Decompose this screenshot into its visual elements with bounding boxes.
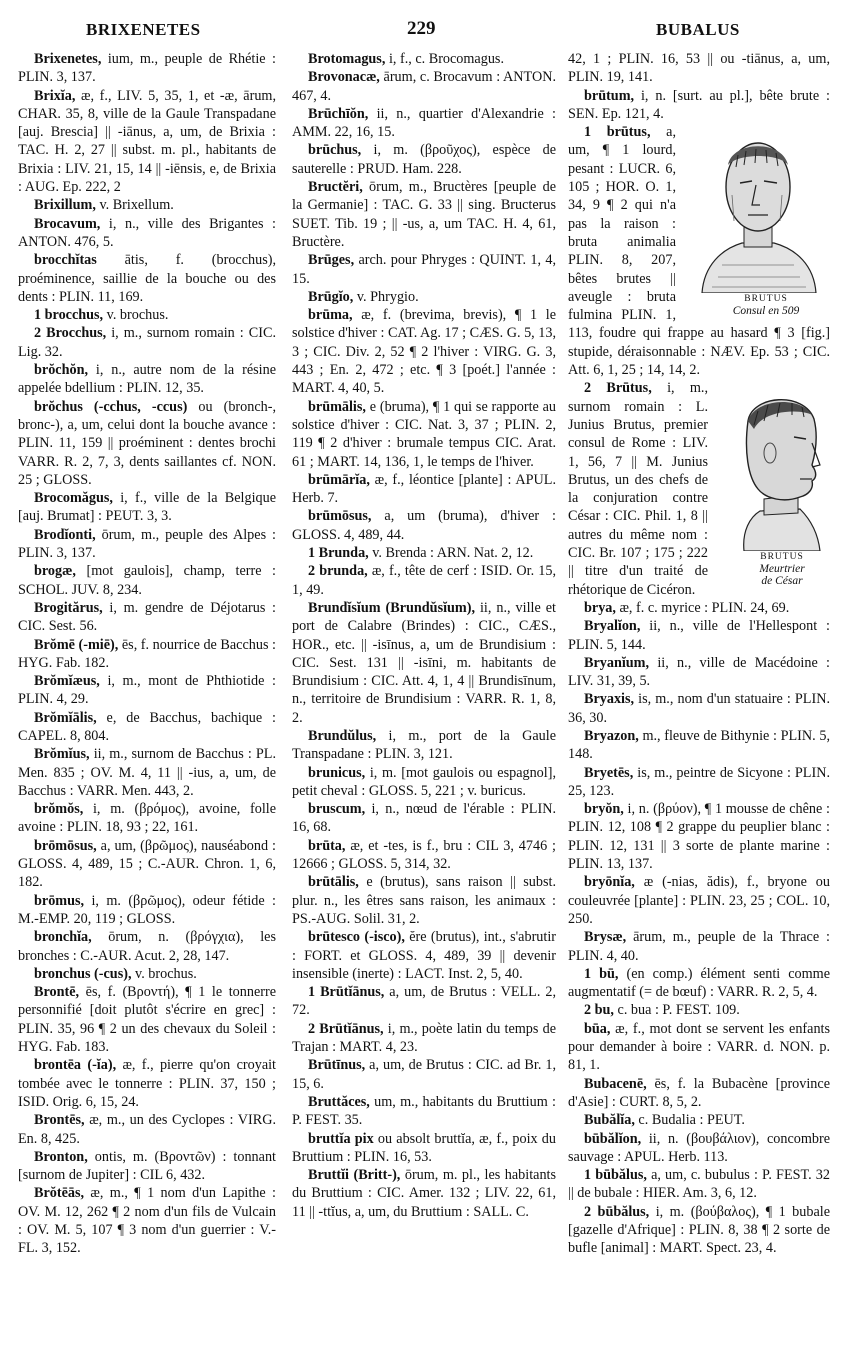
dictionary-entry bbox=[568, 965, 830, 1002]
entry-definition: v. Brixellum. bbox=[95, 197, 174, 214]
entry-definition: æ, f., pierre qu'on croyait tombée avec le tonnerre : PLIN. 37, 150 ; ISID. Orig. 6, 15, 24. bbox=[18, 1057, 276, 1110]
entry-headword: Brixillum, bbox=[34, 197, 96, 214]
entry-headword: brūtālis, bbox=[308, 874, 359, 891]
entry-definition: v. Phrygio. bbox=[353, 288, 419, 305]
entry-definition: ii, n., ville de Macédoine : LIV. 31, 39, 5. bbox=[568, 654, 830, 690]
entry-definition: i, n., ville des Brigantes : ANTON. 476, 5. bbox=[18, 215, 276, 250]
dictionary-entry bbox=[292, 251, 556, 288]
dictionary-entry bbox=[18, 398, 276, 489]
entry-headword: brūchus, bbox=[308, 142, 362, 159]
entry-headword: būa, bbox=[584, 1020, 611, 1037]
entry-headword: Bryetēs, bbox=[584, 764, 634, 781]
dictionary-entry bbox=[292, 68, 556, 105]
entry-definition: i, m., surnom romain : CIC. Lig. 32. bbox=[18, 325, 276, 360]
entry-definition: i, n., autre nom de la résine appelée bdellium : PLIN. 12, 35. bbox=[18, 362, 276, 397]
dictionary-entry bbox=[568, 1075, 830, 1112]
entry-headword: brūmālis, bbox=[308, 398, 366, 415]
entry-headword: 2 Brocchus, bbox=[34, 325, 107, 342]
dictionary-entry bbox=[18, 636, 276, 673]
entry-definition: i, f., ville de la Belgique [auj. Brumat] : PEUT. 3, 3. bbox=[18, 490, 276, 525]
dictionary-entry bbox=[18, 215, 276, 252]
dictionary-entry bbox=[292, 105, 556, 142]
dictionary-entry bbox=[18, 1148, 276, 1185]
entry-headword: Brundŭlus, bbox=[308, 727, 377, 744]
entry-definition: a, um, de Brutus : VELL. 2, 72. bbox=[292, 984, 556, 1019]
entry-definition: ou (bronch-, bronc-), a, um, celui dont la bouche avance : PLIN. 11, 159 || proéminent : dentes brochi VARR. R. 2, 7, 3, dents saillantes cf. NON. 25 ; GLOSS. bbox=[18, 398, 276, 488]
entry-continuation: 42, 1 ; PLIN. 16, 53 || ou -tiānus, a, um, PLIN. 19, 141. bbox=[568, 51, 830, 86]
brutus-murderer-figure bbox=[714, 381, 834, 587]
dictionary-entry bbox=[292, 800, 556, 837]
entry-definition: æ, f., léontice [plante] : APUL. Herb. 7. bbox=[292, 471, 556, 507]
entry-definition: i, m. (βρόμος), avoine, folle avoine : PLIN. 18, 93 ; 22, 161. bbox=[18, 801, 276, 836]
figure-caption: Meurtrier bbox=[759, 563, 805, 576]
entry-headword: brogæ, bbox=[34, 563, 76, 580]
entry-headword: 2 Brūtĭānus, bbox=[308, 1020, 384, 1037]
entry-definition: æ, f., tête de cerf : ISID. Or. 15, 1, 49. bbox=[292, 563, 556, 598]
entry-definition: i, f., c. Brocomagus. bbox=[385, 51, 504, 67]
entry-definition: ōrum, m., Bructères [peuple de la Germanie] : TAC. G. 33 || sing. Bructerus SUET. Tib. 19 ; || -us, a, um TAC. H. 4, 61, Bructère. bbox=[292, 179, 556, 250]
entry-headword: bruscum, bbox=[308, 801, 366, 818]
dictionary-entry bbox=[18, 50, 276, 87]
entry-headword: 1 bū, bbox=[584, 965, 619, 982]
dictionary-entry bbox=[18, 1056, 276, 1111]
dictionary-entry bbox=[568, 1166, 830, 1203]
entry-headword: Brūgĭo, bbox=[308, 288, 354, 305]
figure-label: BRUTUS bbox=[744, 294, 788, 305]
entry-headword: Bronton, bbox=[34, 1148, 88, 1165]
entry-definition: [mot gaulois], champ, terre : SCHOL. JUV. 8, 234. bbox=[18, 563, 276, 598]
dictionary-entry bbox=[568, 1203, 830, 1258]
dictionary-entry bbox=[292, 178, 556, 251]
entry-headword: 1 Brunda, bbox=[308, 545, 369, 562]
entry-headword: Brŏmĭālis, bbox=[34, 709, 97, 726]
dictionary-entry bbox=[18, 526, 276, 563]
dictionary-entry bbox=[18, 196, 276, 214]
dictionary-entry: brūtum, i, n. [surt. au pl.], bête brute : SEN. Ep. 121, 4. bbox=[568, 87, 830, 122]
entry-headword: Bryalĭon, bbox=[584, 618, 641, 635]
entry-headword: 2 bu, bbox=[584, 1002, 614, 1019]
entry-headword: Brŏmĭæus, bbox=[34, 673, 100, 690]
dictionary-entry bbox=[292, 471, 556, 508]
entry-definition: e, de Bacchus, bachique : CAPEL. 8, 804. bbox=[18, 709, 276, 744]
figure-caption: de César bbox=[761, 575, 803, 588]
dictionary-entry bbox=[568, 1020, 830, 1075]
dictionary-entry bbox=[568, 690, 830, 727]
entry-headword: Brūchīŏn, bbox=[308, 105, 369, 122]
dictionary-entry bbox=[292, 983, 556, 1020]
entry-definition: e (bruma), ¶ 1 qui se rapporte au solstice d'hiver : CIC. Nat. 3, 37 ; PLIN. 2, 119 ¶ 2 d'hiver : brumale tempus CIC. Arat. 61 ; MART. 14, 136, 1, le temps de l'hiver. bbox=[292, 398, 556, 470]
entry-definition: v. Brenda : ARN. Nat. 2, 12. bbox=[368, 545, 534, 562]
entry-headword: Brixenetes, bbox=[34, 51, 102, 67]
column-3-entries bbox=[568, 599, 830, 1258]
dictionary-entry bbox=[18, 361, 276, 398]
entry-definition: (en comp.) élément senti comme augmentatif (= de bœuf) : VARR. R. 2, 5, 4. bbox=[568, 965, 831, 1001]
dictionary-entry bbox=[18, 599, 276, 636]
dictionary-entry bbox=[292, 727, 556, 764]
entry-headword: Brovonacæ, bbox=[308, 69, 380, 86]
dictionary-entry bbox=[568, 727, 830, 764]
entry-headword: brōmōsus, bbox=[34, 837, 97, 854]
entry-headword: brŏchus (-cchus, -ccus) bbox=[34, 398, 188, 415]
entry-headword: brontēa (-ĭa), bbox=[34, 1057, 117, 1074]
entry-headword: brūta, bbox=[308, 837, 346, 854]
entry-definition: ēs, f. nourrice de Bacchus : HYG. Fab. 182. bbox=[18, 636, 276, 671]
entry-headword: Brodĭonti, bbox=[34, 526, 96, 543]
entry-definition: arch. pour Phryges : QUINT. 1, 4, 15. bbox=[292, 252, 556, 287]
entry-headword: Bructĕri, bbox=[308, 179, 363, 196]
column-2 bbox=[292, 50, 556, 1221]
dictionary-entry bbox=[568, 1001, 830, 1019]
entry-headword: Brŏmĭus, bbox=[34, 746, 90, 763]
dictionary-entry bbox=[568, 1130, 830, 1167]
dictionary-entry bbox=[18, 837, 276, 892]
entry-headword: brocchĭtas bbox=[34, 252, 97, 269]
entry-definition: ĕre (brutus), int., s'abrutir : FORT. et GLOSS. 4, 489, 39 || devenir insensible (inerte) : LACT. Inst. 2, 5, 40. bbox=[292, 929, 556, 982]
entry-definition: æ (-nias, ădis), f., bryone ou couleuvrée [plante] : PLIN. 23, 25 ; COL. 10, 250. bbox=[568, 874, 830, 927]
entry-headword: brūmōsus, bbox=[308, 508, 372, 525]
dictionary-entry bbox=[18, 965, 276, 983]
entry-definition: ii, n. (βουβάλιον), concombre sauvage : APUL. Herb. 113. bbox=[568, 1130, 830, 1165]
dictionary-entry bbox=[568, 1111, 830, 1129]
column-3 bbox=[568, 50, 830, 1258]
dictionary-entry bbox=[18, 489, 276, 526]
entry-definition: ātis, f. (brocchus), proéminence, saillie de la bouche ou des dents : PLIN. 11, 169. bbox=[18, 252, 276, 305]
entry-headword: brŏchŏn, bbox=[34, 362, 88, 379]
entry-definition: i, m., poète latin du temps de Trajan : MART. 4, 23. bbox=[292, 1020, 556, 1056]
entry-definition: a, um, de Brutus : CIC. ad Br. 1, 15, 6. bbox=[292, 1057, 556, 1092]
entry-definition: æ, f., mot dont se servent les enfants pour demander à boire : VARR. d. NON. p. 81, 1. bbox=[568, 1020, 830, 1074]
entry-headword: Bryanĭum, bbox=[584, 654, 650, 671]
entry-definition: ii, m., surnom de Bacchus : PL. Men. 835 ; OV. M. 4, 11 || -ius, a, um, de Bacchus : VARR. Men. 443, 2. bbox=[18, 746, 276, 799]
dictionary-entry bbox=[292, 1020, 556, 1057]
entry-headword: Brocomăgus, bbox=[34, 490, 113, 507]
entry-definition: i, m. [mot gaulois ou espagnol], petit cheval : GLOSS. 5, 221 ; v. buricus. bbox=[292, 764, 556, 799]
entry-definition: i, m., mont de Phthiotide : PLIN. 4, 29. bbox=[18, 673, 276, 708]
entry-definition: æ, f. c. myrice : PLIN. 24, 69. bbox=[615, 599, 790, 616]
entry-definition: ii, n., ville et port de Calabre (Brindes) : CIC., CÆS., HOR., etc. || -isīnus, a, um de Brundisium : CIC. Sest. 131 || -isīni, m. habitants de Brundisium : CIC. Att. 4, 1, 4 || Brundisīnum, n., territoire de Brundisium : VARR. R. 1, 8, 2. bbox=[292, 599, 556, 726]
entry-headword: Brontē, bbox=[34, 984, 80, 1001]
entry-headword: brunicus, bbox=[308, 764, 366, 781]
dictionary-entry: BRUTUS Consul en 509 1 brūtus, a, um, ¶ 1 lourd, pesant : LUCR. 6, 105 ; HOR. O. 1, 34, 9 ¶ 2 qui n'a pas la raison : bruta animalia PLIN. 8, 207, bêtes brutes || aveugle : bruta fulmina PLIN. 1, 113, foudre qui frappe au hasard ¶ 3 [fig.] stupide, déraisonnable : NÆV. Ep. 53 ; CIC. Att. 6, 1, 25 ; 14, 14, 2. bbox=[568, 123, 830, 379]
entry-headword: bronchĭa, bbox=[34, 929, 92, 946]
entry-definition: ārum, c. Brocavum : ANTON. 467, 4. bbox=[292, 69, 556, 104]
column-1 bbox=[18, 50, 276, 1258]
entry-headword: 2 būbălus, bbox=[584, 1203, 650, 1220]
entry-definition: ōrum, m., peuple des Alpes : PLIN. 3, 137. bbox=[18, 526, 276, 562]
entry-headword: brūma, bbox=[308, 307, 353, 324]
dictionary-entry bbox=[568, 617, 830, 654]
entry-headword: Brocavum, bbox=[34, 215, 101, 232]
figure-caption: Consul en 509 bbox=[732, 305, 800, 318]
entry-definition: c. Budalia : PEUT. bbox=[634, 1112, 745, 1129]
entry-headword: Brŏmē (-miē), bbox=[34, 636, 119, 653]
entry-definition: i, m. (βρῶμος), odeur fétide : M.-EMP. 20, 119 ; GLOSS. bbox=[18, 892, 276, 927]
dictionary-entry bbox=[292, 764, 556, 801]
entry-headword: Brysæ, bbox=[584, 929, 627, 946]
entry-definition: i, n. (βρύον), ¶ 1 mousse de chêne : PLIN. 12, 108 ¶ 2 grappe du peuplier blanc : PLIN. 12, 131 || 3 sorte de plante marine : PLIN. 13, 137. bbox=[568, 801, 830, 873]
dictionary-entry bbox=[292, 507, 556, 544]
entry-definition: c. bua : P. FEST. 109. bbox=[613, 1002, 740, 1019]
entry-definition: ii, n., ville de l'Hellespont : PLIN. 5, 144. bbox=[568, 618, 830, 653]
entry-definition: i, n., nœud de l'érable : PLIN. 16, 68. bbox=[292, 801, 556, 836]
entry-headword: brŏmŏs, bbox=[34, 801, 84, 818]
entry-headword: bruttĭa pix bbox=[308, 1130, 374, 1147]
entry-definition: æ, et -tes, is f., bru : CIL 3, 4746 ; 12666 ; GLOSS. 5, 314, 32. bbox=[292, 837, 556, 873]
entry-headword: Brŏtēās, bbox=[34, 1185, 85, 1202]
dictionary-entry bbox=[292, 873, 556, 928]
dictionary-entry bbox=[18, 892, 276, 929]
dictionary-entry bbox=[292, 306, 556, 397]
dictionary-entry: BRUTUS Meurtrier de César 2 Brūtus, i, m., surnom romain : L. Junius Brutus, premier consul de Rome : LIV. 1, 56, 7 || M. Junius Brutus, un des chefs de la conjuration contre César : CIC. Phil. 1, 8 || autres du même nom : CIC. Br. 107 ; 175 ; 222 || titre d'un traité de rhétorique de Cicéron. bbox=[568, 379, 830, 599]
entry-headword: brūtesco (-isco), bbox=[308, 929, 405, 946]
entry-headword: Bryazon, bbox=[584, 727, 639, 744]
dictionary-entry bbox=[292, 1166, 556, 1221]
entry-headword: 1 būbălus, bbox=[584, 1167, 647, 1184]
dictionary-entry bbox=[568, 764, 830, 801]
dictionary-entry bbox=[292, 141, 556, 178]
entry-definition: a, um, c. bubulus : P. FEST. 32 || de bubale : HIER. Am. 3, 6, 12. bbox=[568, 1167, 830, 1202]
entry-definition: ii, n., quartier d'Alexandrie : AMM. 22, 16, 15. bbox=[292, 105, 556, 141]
entry-headword: Bubacenē, bbox=[584, 1075, 647, 1092]
entry-definition: æ, m., ¶ 1 nom d'un Lapithe : OV. M. 12, 262 ¶ 2 nom d'un fils de Vulcain : OV. M. 5, 107 ¶ 3 nom d'un guerrier : V.-FL. 3, 152. bbox=[18, 1185, 276, 1257]
running-head-left: BRIXENETES bbox=[86, 20, 201, 39]
entry-definition: i, m., port de la Gaule Transpadane : PLIN. 3, 121. bbox=[292, 727, 556, 763]
entry-definition: i, m. gendre de Déjotarus : CIC. Sest. 56. bbox=[18, 599, 276, 635]
dictionary-entry bbox=[18, 709, 276, 746]
dictionary-entry bbox=[18, 87, 276, 197]
entry-headword: Bubălĭa, bbox=[584, 1112, 635, 1129]
brutus-consul-bust-icon bbox=[682, 125, 834, 293]
dictionary-entry bbox=[18, 745, 276, 800]
entry-headword: 1 Brūtĭānus, bbox=[308, 984, 385, 1001]
entry-definition: um, m., habitants du Bruttium : P. FEST. 35. bbox=[292, 1093, 556, 1129]
entry-headword: 2 brunda, bbox=[308, 563, 368, 580]
dictionary-entry bbox=[18, 251, 276, 306]
dictionary-entry bbox=[292, 837, 556, 874]
dictionary-entry bbox=[292, 1056, 556, 1093]
dictionary-entry bbox=[18, 324, 276, 361]
entry-definition: ontis, m. (Βροντῶν) : tonnant [surnom de Jupiter] : CIL 6, 432. bbox=[18, 1148, 276, 1184]
dictionary-entry bbox=[18, 306, 276, 324]
dictionary-entry bbox=[292, 398, 556, 471]
dictionary-entry bbox=[292, 928, 556, 983]
entry-definition: ēs, f. la Bubacène [province d'Asie] : CURT. 8, 5, 2. bbox=[568, 1075, 830, 1110]
dictionary-entry bbox=[292, 562, 556, 599]
dictionary-entry bbox=[18, 1184, 276, 1257]
dictionary-entry bbox=[18, 672, 276, 709]
entry-definition: æ, f., LIV. 5, 35, 1, et -æ, ārum, CHAR. 35, 8, ville de la Gaule Transpadane [auj. Brescia] || -iānus, a, um, de Brixia : TAC. H. 2, 27 || subst. m. pl., habitants de Brixia : LIV. 21, 15, 14 || -iēnsis, e, de Brixia : AUG. Ep. 222, 2 bbox=[18, 87, 276, 196]
entry-headword: Brontēs, bbox=[34, 1112, 85, 1129]
dictionary-entry bbox=[568, 654, 830, 691]
brutus-profile-head-icon bbox=[714, 381, 834, 551]
entry-definition: is, m., peintre de Sicyone : PLIN. 25, 123. bbox=[568, 764, 830, 799]
dictionary-entry bbox=[292, 1130, 556, 1167]
entry-definition: ou absolt bruttĭa, æ, f., poix du Bruttium : PLIN. 16, 53. bbox=[292, 1130, 556, 1165]
running-head-right: BUBALUS bbox=[656, 20, 740, 39]
entry-definition: ārum, m., peuple de la Thrace : PLIN. 4, 40. bbox=[568, 929, 830, 964]
entry-headword: brōmus, bbox=[34, 892, 85, 909]
dictionary-entry bbox=[568, 928, 830, 965]
dictionary-entry bbox=[292, 1093, 556, 1130]
entry-definition: æ, f. (brevima, brevis), ¶ 1 le solstice d'hiver : CAT. Ag. 17 ; CÆS. G. 5, 13, 3 ; CIC. Div. 2, 52 ¶ 2 l'hiver : VIRG. G. 3, 443 ; En. 2, 472 ; etc. ¶ 3 [poét.] l'année : MART. 4, 40, 5. bbox=[292, 307, 556, 397]
entry-headword: Brūtīnus, bbox=[308, 1057, 366, 1074]
entry-headword: Bruttĭi (Britt-), bbox=[308, 1167, 401, 1184]
entry-definition: ōrum, n. (βρόγχια), les bronches : C.-AUR. Acut. 2, 28, 147. bbox=[18, 929, 276, 964]
entry-definition: æ, m., un des Cyclopes : VIRG. En. 8, 425. bbox=[18, 1112, 276, 1147]
entry-definition: v. brochus. bbox=[131, 965, 197, 982]
entry-definition: e (brutus), sans raison || subst. plur. n., les êtres sans raison, les animaux : PS.-AUG. Solil. 31, 2. bbox=[292, 874, 556, 927]
entry-headword: Bryaxis, bbox=[584, 691, 635, 708]
entry-definition: i, m. (βροῦχος), espèce de sauterelle : PRUD. Ham. 228. bbox=[292, 142, 556, 177]
dictionary-entry bbox=[18, 983, 276, 1056]
page-header bbox=[0, 14, 846, 44]
figure-label: BRUTUS bbox=[760, 552, 804, 563]
entry-definition: ium, m., peuple de Rhétie : PLIN. 3, 137. bbox=[18, 51, 276, 86]
dictionary-entry bbox=[18, 800, 276, 837]
entry-headword: bryōnĭa, bbox=[584, 874, 635, 891]
entry-headword: būbălĭon, bbox=[584, 1130, 642, 1147]
entry-headword: Brogitărus, bbox=[34, 599, 103, 616]
dictionary-entry bbox=[18, 1111, 276, 1148]
entry-headword: Brixĭa, bbox=[34, 87, 76, 104]
dictionary-entry bbox=[292, 544, 556, 562]
entry-headword: bryŏn, bbox=[584, 801, 624, 818]
entry-definition: is, m., nom d'un statuaire : PLIN. 36, 30. bbox=[568, 691, 830, 726]
entry-definition: m., fleuve de Bithynie : PLIN. 5, 148. bbox=[568, 727, 830, 763]
entry-headword: bronchus (-cus), bbox=[34, 965, 132, 982]
entry-headword: Bruttăces, bbox=[308, 1093, 370, 1110]
entry-headword: brya, bbox=[584, 599, 616, 616]
entry-headword: Brūges, bbox=[308, 252, 355, 269]
entry-definition: ēs, f. (Βροντή), ¶ 1 le tonnerre personnifié [doit plutôt s'écrire en grec] : PLIN. 35, 96 ¶ 2 un des chevaux du Soleil : HYG. Fab. 183. bbox=[18, 984, 276, 1056]
dictionary-entry bbox=[18, 562, 276, 599]
entry-definition: a, um (bruma), d'hiver : GLOSS. 4, 489, 44. bbox=[292, 508, 556, 543]
entry-definition: a, um, (βρῶμος), nauséabond : GLOSS. 4, 489, 15 ; C.-AUR. Chron. 1, 6, 182. bbox=[18, 837, 276, 891]
dictionary-entry bbox=[568, 599, 830, 617]
page-number: 229 bbox=[407, 18, 436, 39]
entry-definition: v. brochus. bbox=[103, 307, 169, 324]
dictionary-entry bbox=[292, 599, 556, 727]
dictionary-entry bbox=[568, 800, 830, 873]
entry-definition: i, m. (βούβαλος), ¶ 1 bubale [gazelle d'Afrique] : PLIN. 8, 38 ¶ 2 sorte de bufle [animal] : MART. Spect. 23, 4. bbox=[568, 1203, 830, 1257]
entry-headword: brūmārĭa, bbox=[308, 471, 370, 488]
dictionary-entry bbox=[568, 873, 830, 928]
entry-definition: ōrum, m. pl., les habitants du Bruttium : CIC. Amer. 132 ; LIV. 22, 61, 11 || -ttĭus, a, um, du Bruttium : SALL. C. bbox=[292, 1167, 556, 1220]
entry-headword: Brotomagus, bbox=[308, 51, 386, 67]
dictionary-entry bbox=[18, 928, 276, 965]
brutus-consul-figure bbox=[682, 125, 834, 317]
dictionary-entry bbox=[292, 50, 556, 68]
entry-headword: Brundĭsĭum (Brundŭsĭum), bbox=[308, 599, 476, 616]
entry-headword: 1 brocchus, bbox=[34, 307, 104, 324]
dictionary-entry bbox=[292, 288, 556, 306]
